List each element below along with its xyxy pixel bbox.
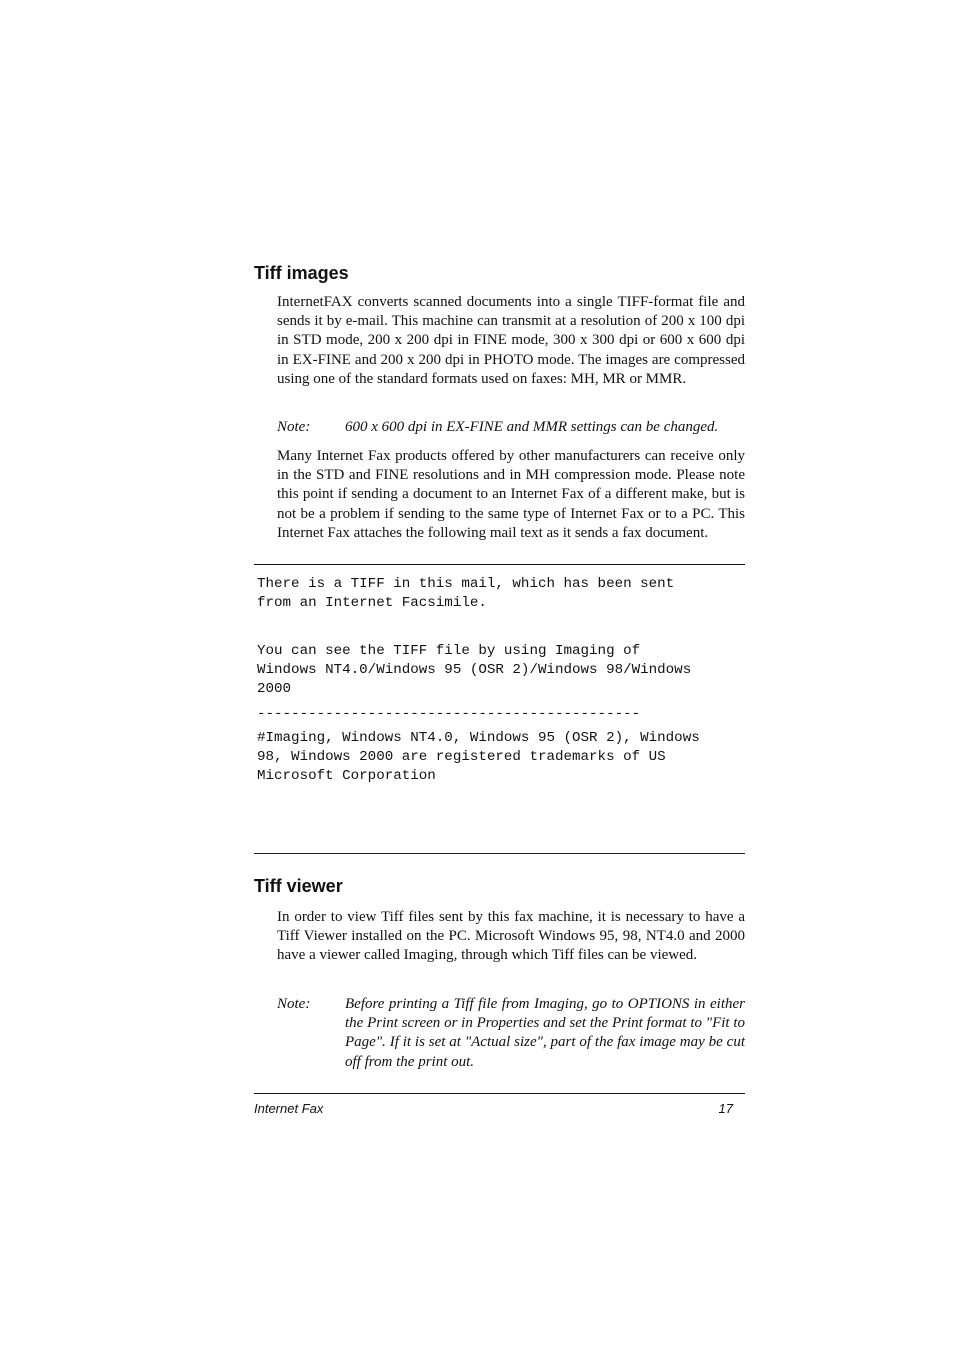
mail-text-separator: ---------------------------------------------: [257, 706, 641, 722]
mail-text-top-rule: [254, 564, 745, 565]
section-heading-tiff-viewer: Tiff viewer: [254, 876, 343, 896]
section-heading-tiff-images: Tiff images: [254, 263, 349, 283]
note-text: 600 x 600 dpi in EX-FINE and MMR settings can be changed.: [345, 419, 719, 435]
tiff-images-note: [277, 418, 745, 437]
mail-text-line-2: You can see the TIFF file by using Imaging of Windows NT4.0/Windows 95 (OSR 2)/Windows 98/Windows 2000: [257, 643, 692, 698]
tiff-viewer-note: [277, 995, 745, 1072]
footer-rule: [254, 1093, 745, 1094]
footer-title: Internet Fax: [254, 1101, 324, 1116]
tiff-images-paragraph-2: Many Internet Fax products offered by other manufacturers can receive only in the STD and FINE resolutions and in MH compression mode. Please note this point if sending a document to an Internet Fax of a different make, but is not be a problem if sending to the same type of Internet Fax or to a PC. This Internet Fax attaches the following mail text as it sends a fax document.: [277, 448, 745, 541]
page-number: 17: [718, 1101, 733, 1116]
note-label: Note:: [277, 419, 311, 435]
note-text: Before printing a Tiff file from Imaging, go to OPTIONS in either the Print screen or in Properties and set the Print format to "Fit to Page". If it is set at "Actual size", part of the fax image may be cut off from the print out.: [345, 996, 745, 1070]
mail-text-bottom-rule: [254, 853, 745, 854]
mail-text-line-1: There is a TIFF in this mail, which has been sent from an Internet Facsimile.: [257, 576, 675, 612]
mail-text-trademark-notice: #Imaging, Windows NT4.0, Windows 95 (OSR 2), Windows 98, Windows 2000 are registered trademarks of US Microsoft Corporation: [257, 730, 700, 785]
tiff-viewer-paragraph-1: In order to view Tiff files sent by this fax machine, it is necessary to have a Tiff Viewer installed on the PC. Microsoft Windows 95, 98, NT4.0 and 2000 have a viewer called Imaging, through which Tiff files can be viewed.: [277, 909, 745, 964]
tiff-images-paragraph-1: InternetFAX converts scanned documents into a single TIFF-format file and sends it by e-mail. This machine can transmit at a resolution of 200 x 100 dpi in STD mode, 200 x 200 dpi in FINE mode, 300 x 300 dpi or 600 x 600 dpi in EX-FINE and 200 x 200 dpi in PHOTO mode. The images are compressed using one of the standard formats used on faxes: MH, MR or MMR.: [277, 294, 745, 387]
note-label: Note:: [277, 996, 311, 1012]
